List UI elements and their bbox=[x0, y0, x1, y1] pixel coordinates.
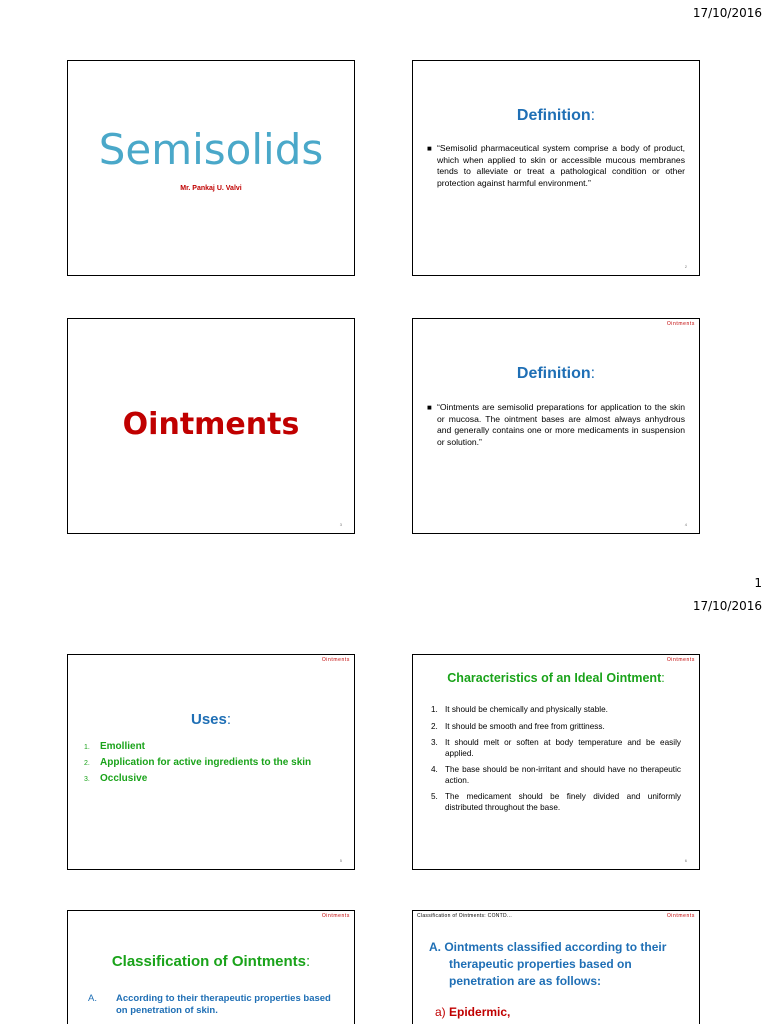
slide-title: Ointments bbox=[122, 407, 300, 442]
slide-number: 2 bbox=[684, 264, 687, 269]
heading-text: Uses bbox=[190, 711, 227, 728]
item-number: 4. bbox=[431, 765, 438, 774]
heading-colon: : bbox=[590, 365, 596, 382]
slide-heading bbox=[68, 953, 354, 970]
item-number: 3. bbox=[84, 776, 90, 783]
definition-bullet bbox=[427, 402, 685, 448]
item-text: Occlusive bbox=[100, 773, 148, 784]
slide-heading bbox=[413, 107, 699, 125]
page-number: 1 bbox=[754, 576, 762, 590]
slide-characteristics bbox=[412, 654, 700, 870]
list-item bbox=[84, 755, 342, 771]
heading-text: Definition bbox=[516, 365, 591, 382]
uses-list bbox=[84, 739, 342, 787]
slide-tag: Ointments bbox=[321, 657, 350, 663]
slide-title: Semisolids bbox=[98, 125, 324, 174]
item-number: 1. bbox=[84, 744, 90, 751]
definition-text: “Ointments are semisolid preparations for application to the skin or mucosa. The ointment bases are almost always anhydrous and generally contains one or more medicaments in suspension or solution.” bbox=[437, 402, 685, 447]
slide-number: 4 bbox=[684, 522, 687, 527]
heading-text: Classification of Ointments bbox=[111, 953, 307, 970]
list-item bbox=[431, 792, 681, 813]
heading-colon: : bbox=[306, 953, 311, 970]
sub-item-text: Epidermic, bbox=[449, 1005, 511, 1019]
slide-number: 5 bbox=[339, 858, 342, 863]
item-number: 5. bbox=[431, 792, 438, 801]
slide-uses bbox=[67, 654, 355, 870]
list-item bbox=[431, 765, 681, 786]
heading-colon: : bbox=[226, 711, 232, 728]
heading-colon: : bbox=[590, 107, 596, 124]
item-number: 2. bbox=[84, 760, 90, 767]
characteristics-list bbox=[431, 705, 681, 819]
definition-bullet bbox=[427, 143, 685, 189]
square-bullet-icon: ■ bbox=[427, 144, 432, 153]
item-text: According to their therapeutic properties based on penetration of skin. bbox=[116, 993, 331, 1016]
heading-colon: : bbox=[661, 671, 665, 685]
definition-text: “Semisolid pharmaceutical system comprise a body of product, which when applied to skin or accessible mucous membranes tends to alleviate or treat a pathological condition or other protection against harmful environment.” bbox=[437, 143, 685, 188]
slide-heading bbox=[68, 711, 354, 728]
slide-semisolids bbox=[67, 60, 355, 276]
item-text: It should melt or soften at body temperature and be easily applied. bbox=[445, 738, 681, 758]
item-number: 1. bbox=[431, 705, 438, 714]
slide-tag: Ointments bbox=[666, 657, 695, 663]
slide-number: 6 bbox=[684, 858, 687, 863]
slide-tag: Ointments bbox=[321, 913, 350, 919]
date-top: 17/10/2016 bbox=[692, 6, 762, 20]
date-second: 17/10/2016 bbox=[692, 599, 762, 613]
slide-classification-contd bbox=[412, 910, 700, 1024]
heading-text: Characteristics of an Ideal Ointment bbox=[447, 671, 662, 685]
slide-ointments-title bbox=[67, 318, 355, 534]
item-text: Application for active ingredients to the skin bbox=[100, 757, 312, 768]
slide-heading bbox=[413, 671, 699, 685]
heading-text: Definition bbox=[516, 107, 591, 124]
list-item bbox=[431, 705, 681, 716]
list-item bbox=[84, 739, 342, 755]
item-text: It should be chemically and physically stable. bbox=[445, 705, 608, 714]
sub-item bbox=[435, 1005, 510, 1019]
item-text: It should be smooth and free from grittiness. bbox=[445, 721, 605, 731]
item-number: 2. bbox=[431, 721, 438, 731]
slide-tag: Ointments bbox=[666, 321, 695, 327]
list-item bbox=[431, 738, 681, 759]
slide-heading bbox=[413, 365, 699, 383]
slide-definition-ointment bbox=[412, 318, 700, 534]
item-number: 3. bbox=[431, 738, 438, 747]
item-text: The base should be non-irritant and should have no therapeutic action. bbox=[445, 765, 681, 785]
item-text: Emollient bbox=[100, 741, 146, 752]
item-letter: A. bbox=[88, 993, 97, 1004]
item-text: The medicament should be finely divided and uniformly distributed throughout the base. bbox=[445, 792, 681, 812]
slide-tag: Ointments bbox=[666, 913, 695, 919]
sub-item-letter: a) bbox=[435, 1005, 446, 1019]
list-item bbox=[431, 722, 681, 733]
slide-heading: A. Ointments classified according to their therapeutic properties based on penetration are as follows: bbox=[429, 940, 667, 988]
square-bullet-icon: ■ bbox=[427, 403, 432, 412]
slide-definition-semisolid bbox=[412, 60, 700, 276]
slide-classification bbox=[67, 910, 355, 1024]
list-item bbox=[84, 771, 342, 787]
slide-tag-left: Classification of Ointments: CONTD... bbox=[417, 913, 513, 919]
slide-number: 3 bbox=[339, 522, 342, 527]
classification-item bbox=[88, 993, 338, 1017]
author-name: Mr. Pankaj U. Valvi bbox=[180, 185, 242, 192]
